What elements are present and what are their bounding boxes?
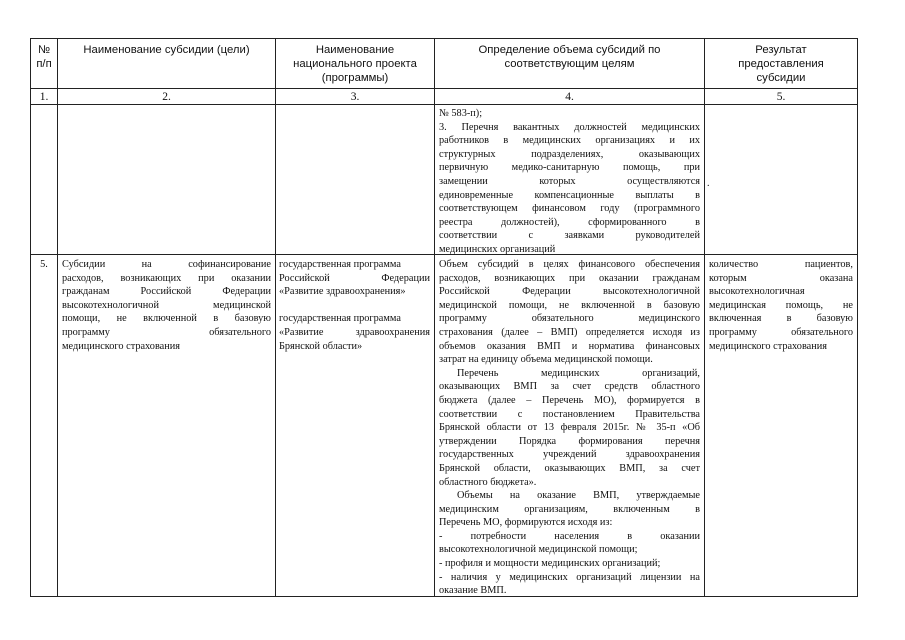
text-line: медицинских организаций	[439, 243, 556, 255]
text-line: 3. Перечня вакантных должностей медицинских	[439, 121, 700, 133]
text-line: структурных подразделениях, оказывающих	[439, 148, 700, 160]
text-line: Перечень медицинских организаций,	[457, 367, 700, 379]
text-line: расходов, возникающих при оказании гражданам	[439, 272, 700, 284]
stray-mark: .	[707, 178, 710, 189]
header-col-result-line: Результат	[755, 44, 807, 56]
column-number-1: 1.	[39, 91, 49, 103]
text-line: областного бюджета».	[439, 476, 537, 488]
text-line: которым оказана	[709, 272, 853, 284]
header-col-project-line: Наименование	[315, 44, 395, 56]
text-line: программу обязательного	[709, 326, 853, 338]
text-line: программу обязательного медицинского	[439, 313, 700, 325]
text-line	[279, 299, 430, 313]
text-line: высокотехнологичная	[709, 286, 805, 298]
text-line: - наличия у медицинских организаций лицензии на	[439, 571, 700, 583]
text-line: государственных учреждений здравоохранения	[439, 449, 700, 461]
text-line: расходов, возникающих при оказании	[62, 272, 271, 284]
text-line: Брянской области, оказывающих ВМП, за счет	[439, 462, 700, 474]
text-line: количество пациентов,	[709, 259, 853, 270]
text-line: Российской Федерации	[279, 272, 430, 284]
text-line: объемов оказания ВМП и норматива финансовых	[439, 340, 700, 352]
continued-row-volume-text	[439, 107, 700, 257]
text-line: медицинским организациям, включенным в	[439, 503, 700, 515]
text-line: медицинского страхования	[709, 340, 827, 352]
header-col-number-line: п/п	[36, 58, 52, 71]
header-col-volume-line: соответствующим целям	[504, 58, 635, 71]
text-line: первичную медико-санитарную помощь, при	[439, 162, 700, 174]
text-line: «Развитие здравоохранения»	[279, 286, 406, 298]
text-line: соответствии с постановлением Правительства	[439, 408, 700, 420]
text-line: замещении которых осуществляются	[439, 175, 700, 187]
header-col-project-line: национального проекта	[293, 58, 417, 71]
text-line: гражданам Российской Федерации	[62, 286, 271, 298]
text-line: работников в медицинских организациях и их	[439, 135, 700, 147]
text-line: реестра должностей), сформированного в	[439, 216, 700, 228]
column-number-3: 3.	[350, 91, 360, 103]
text-line: высокотехнологичной медицинской	[62, 299, 271, 311]
row5-project-name	[279, 258, 430, 353]
column-number-4: 4.	[565, 91, 574, 103]
text-line: государственная программа	[279, 313, 401, 325]
row5-volume-definition	[439, 258, 700, 598]
header-col-result-line: предоставления	[738, 58, 824, 71]
text-line: Объемы на оказание ВМП, утверждаемые	[457, 490, 700, 502]
text-line: высокотехнологичной медицинской помощи;	[439, 544, 638, 556]
text-line: утверждении Порядка формирования перечня	[439, 435, 700, 447]
text-line: Российской Федерации высокотехнологичной	[439, 286, 700, 298]
text-line: программу обязательного	[62, 326, 271, 338]
header-col-name	[58, 43, 275, 57]
text-line: Брянской области от 13 февраля 2015г. № 35-п «Об	[439, 422, 700, 434]
text-line: оказание ВМП.	[439, 585, 507, 597]
text-line: медицинской помощи, не включенной в базовую	[439, 299, 700, 311]
header-col-result	[705, 43, 857, 86]
text-line: «Развитие здравоохранения	[279, 326, 430, 338]
header-col-project-line: (программы)	[321, 72, 389, 85]
header-col-result-line: субсидии	[756, 72, 806, 85]
text-line: Объем субсидий в целях финансового обеспечения	[439, 259, 700, 270]
header-col-volume-line: Определение объема субсидий по	[478, 44, 661, 56]
text-line: включенная в базовую	[709, 313, 853, 325]
text-line: затрат на единицу объема медицинской помощи.	[439, 354, 653, 366]
text-line: - потребности населения в оказании	[439, 530, 700, 542]
text-line: помощи, не включенной в базовую	[62, 313, 271, 325]
text-line: Субсидии на софинансирование	[62, 259, 271, 270]
text-line: соответствующем финансовом году (программного	[439, 203, 700, 215]
header-col-project	[276, 43, 434, 86]
column-number-2: 2.	[162, 91, 171, 103]
text-line: оказывающих ВМП за счет средств областного	[439, 381, 700, 393]
header-col-number-line: №	[37, 44, 51, 56]
header-col-number	[31, 43, 57, 71]
text-line: соответствии с заявками руководителей	[439, 230, 700, 242]
text-line: Брянской области»	[279, 340, 363, 352]
text-line: страхования (далее – ВМП) определяется исходя из	[439, 326, 700, 338]
row5-number: 5.	[40, 259, 48, 270]
header-col-volume	[435, 43, 704, 71]
row5-subsidy-name	[62, 258, 271, 353]
text-line: Перечень МО, формируются исходя из:	[439, 517, 613, 529]
text-line: государственная программа	[279, 259, 401, 270]
text-line: бюджета (далее – Перечень МО), формируется в	[439, 394, 700, 406]
column-number-5: 5.	[776, 91, 786, 103]
text-line: - профиля и мощности медицинских организаций;	[439, 558, 661, 570]
header-col-name-label: Наименование субсидии (цели)	[83, 44, 250, 56]
text-line: единовременные компенсационные выплаты в	[439, 189, 700, 201]
row5-result	[709, 258, 853, 353]
text-line: медицинского страхования	[62, 340, 180, 352]
text-line: медицинская помощь, не	[709, 299, 853, 311]
text-line: № 583-п);	[439, 108, 483, 119]
